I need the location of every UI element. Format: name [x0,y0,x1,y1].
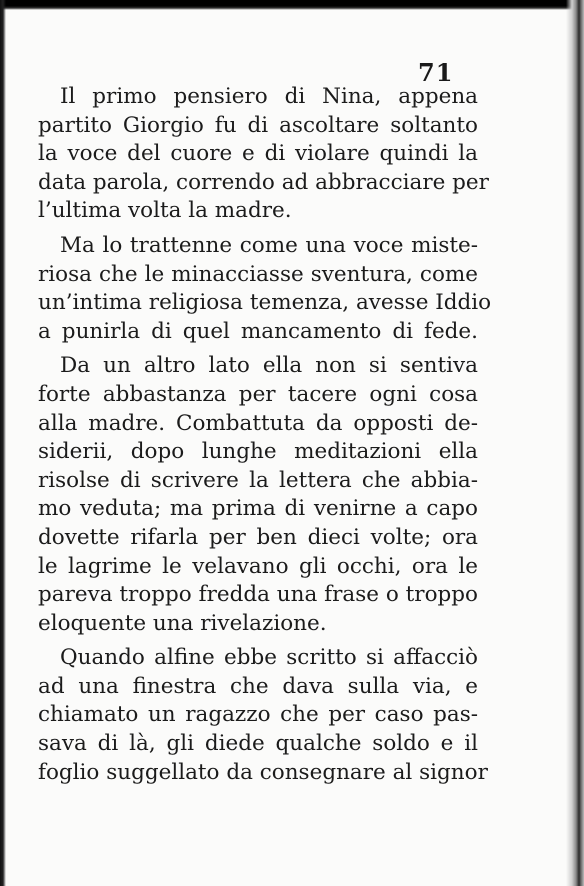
text-line: ad una finestra che dava sulla via, e [38,673,478,699]
page-number: 71 [418,58,454,87]
text-line: foglio suggellato da consegnare al signor [38,759,488,785]
text-line: risolse di scrivere la lettera che abbia- [38,467,478,493]
text-line: l’ultima volta la madre. [38,198,292,224]
text-line: la voce del cuore e di violare quindi la [38,141,478,167]
text-line: un’intima religiosa temenza, avesse Iddio [38,290,492,316]
text-line: sava di là, gli diede qualche soldo e il [38,731,478,757]
text-line: forte abbastanza per tacere ogni cosa [38,381,478,407]
page-top-border [0,0,584,10]
text-line: alla madre. Combattuta da opposti de- [38,410,478,436]
text-line: riosa che le minacciasse sventura, come [38,261,478,287]
text-line: siderii, dopo lunghe meditazioni ella [38,439,478,465]
page-gutter-shadow [566,0,584,886]
text-line: Ma lo trattenne come una voce miste- [60,232,478,258]
paragraph-4 [38,644,488,787]
paragraph-2 [38,232,492,346]
text-line: dovette rifarla per ben dieci volte; ora [38,524,478,550]
text-line: a punirla di quel mancamento di fede. [38,318,478,344]
text-line: eloquente una rivelazione. [38,610,327,636]
text-line: partito Giorgio fu di ascoltare soltanto [38,112,478,138]
page-left-border [0,0,6,886]
text-line: mo veduta; ma prima di venirne a capo [38,496,478,522]
text-line: Quando alfine ebbe scritto si affacciò [60,645,478,671]
paragraph-3 [38,352,478,638]
text-line: pareva troppo fredda una frase o troppo [38,582,478,608]
body-text [38,83,492,793]
paragraph-1 [38,83,489,226]
text-line: data parola, correndo ad abbracciare per [38,169,489,195]
text-line: le lagrime le velavano gli occhi, ora le [38,553,478,579]
text-line: chiamato un ragazzo che per caso pas- [38,702,478,728]
text-line: Il primo pensiero di Nina, appena [60,84,478,109]
text-line: Da un altro lato ella non si sentiva [60,353,478,379]
